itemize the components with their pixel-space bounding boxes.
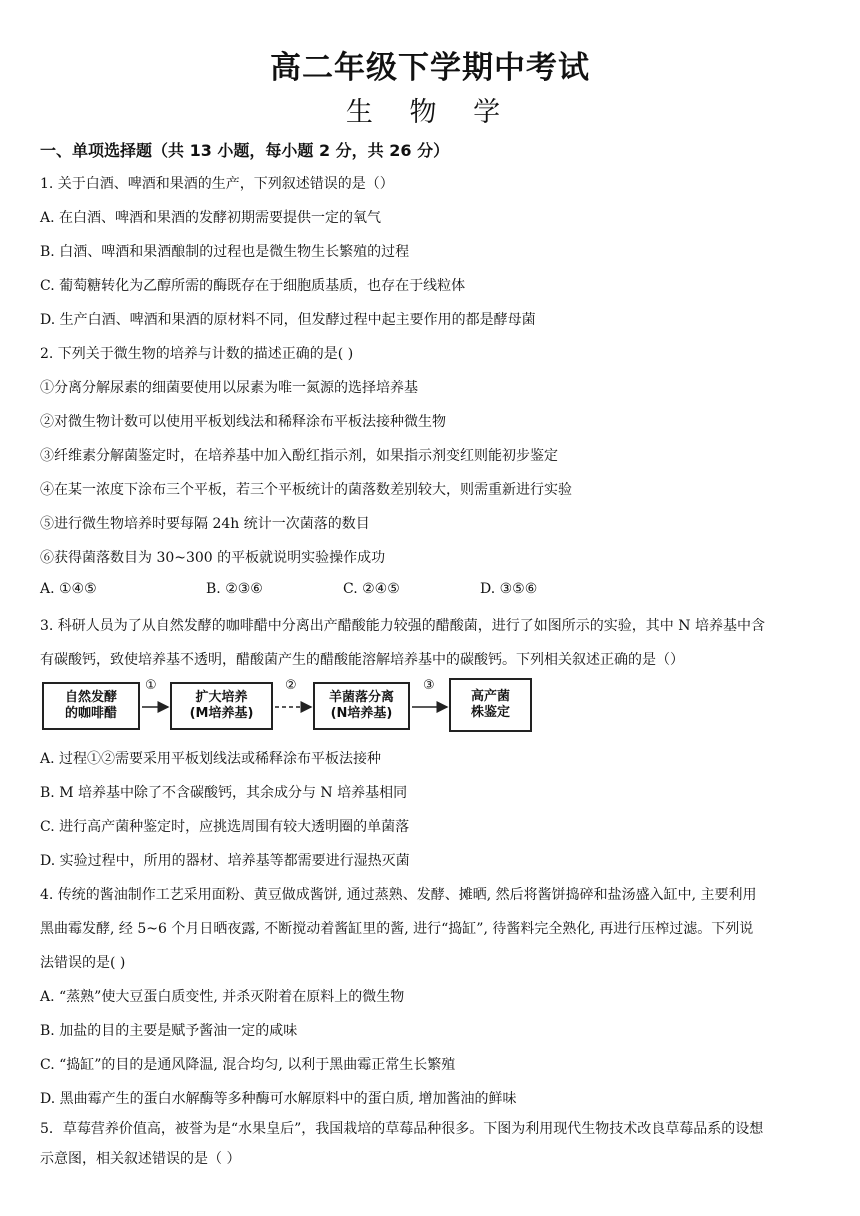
flow-step-2: ②	[285, 678, 297, 693]
section-heading: 一、单项选择题（共 13 小题，每小题 2 分，共 26 分）	[40, 141, 450, 160]
flow-box-source: 自然发酵 的咖啡醋	[42, 682, 140, 730]
q2-item: ④在某一浓度下涂布三个平板，若三个平板统计的菌落数差别较大，则需重新进行实验	[40, 482, 572, 498]
q4-option-c: C. “捣缸”的目的是通风降温, 混合均匀, 以利于黑曲霉正常生长繁殖	[40, 1057, 456, 1073]
flow-box-expand: 扩大培养 (M培养基)	[170, 682, 273, 730]
flow-step-1: ①	[145, 678, 157, 693]
flow-box-identify: 高产菌 株鉴定	[449, 678, 532, 732]
q4-stem-line1: 4. 传统的酱油制作工艺采用面粉、黄豆做成酱饼, 通过蒸熟、发酵、摊晒, 然后将酱饼捣碎和盐汤盛入缸中, 主要利用	[40, 887, 757, 903]
flow-step-3: ③	[423, 678, 435, 693]
q2-item: ⑥获得菌落数目为 30~300 的平板就说明实验操作成功	[40, 550, 386, 566]
flow-box-isolate: 羊菌落分离 (N培养基)	[313, 682, 410, 730]
q1-stem: 1. 关于白酒、啤酒和果酒的生产，下列叙述错误的是（）	[40, 176, 394, 192]
q2-option-a: A. ①④⑤	[40, 581, 97, 597]
q2-item: ②对微生物计数可以使用平板划线法和稀释涂布平板法接种微生物	[40, 414, 446, 430]
q2-option-d: D. ③⑤⑥	[480, 581, 538, 597]
q3-option-d: D. 实验过程中，所用的器材、培养基等都需要进行湿热灭菌	[40, 853, 410, 869]
q5-stem-line2: 示意图，相关叙述错误的是（ ）	[40, 1151, 241, 1167]
q1-option-c: C. 葡萄糖转化为乙醇所需的酶既存在于细胞质基质，也存在于线粒体	[40, 278, 466, 294]
q2-options	[40, 581, 830, 597]
q4-option-d: D. 黑曲霉产生的蛋白水解酶等多种酶可水解原料中的蛋白质, 增加酱油的鲜味	[40, 1091, 517, 1107]
q1-option-b: B. 白酒、啤酒和果酒酿制的过程也是微生物生长繁殖的过程	[40, 244, 410, 260]
q4-stem-line2: 黑曲霉发酵, 经 5~6 个月日晒夜露, 不断搅动着酱缸里的酱, 进行“捣缸”, 待酱料完全熟化, 再进行压榨过滤。下列说	[40, 921, 754, 937]
q2-option-c: C. ②④⑤	[343, 581, 400, 597]
q5-stem-line1: 5．草莓营养价值高，被誉为是“水果皇后”，我国栽培的草莓品种很多。下图为利用现代生物技术改良草莓品系的设想	[40, 1121, 764, 1137]
q3-stem-line2: 有碳酸钙，致使培养基不透明，醋酸菌产生的醋酸能溶解培养基中的碳酸钙。下列相关叙述正确的是（）	[40, 652, 684, 668]
q3-option-c: C. 进行高产菌种鉴定时，应挑选周围有较大透明圈的单菌落	[40, 819, 410, 835]
q2-item: ⑤进行微生物培养时要每隔 24h 统计一次菌落的数目	[40, 516, 370, 532]
q3-stem-line1: 3. 科研人员为了从自然发酵的咖啡醋中分离出产醋酸能力较强的醋酸菌，进行了如图所示的实验，其中 N 培养基中含	[40, 618, 765, 634]
q1-option-a: A. 在白酒、啤酒和果酒的发酵初期需要提供一定的氧气	[40, 210, 382, 226]
subject-title: 生 物 学	[345, 97, 515, 128]
q1-option-d: D. 生产白酒、啤酒和果酒的原材料不同，但发酵过程中起主要作用的都是酵母菌	[40, 312, 536, 328]
q3-option-b: B. M 培养基中除了不含碳酸钙，其余成分与 N 培养基相同	[40, 785, 408, 801]
q3-option-a: A. 过程①②需要采用平板划线法或稀释涂布平板法接种	[40, 751, 382, 767]
q2-option-b: B. ②③⑥	[206, 581, 263, 597]
q4-option-b: B. 加盐的目的主要是赋予酱油一定的咸味	[40, 1023, 298, 1039]
q2-item: ①分离分解尿素的细菌要使用以尿素为唯一氮源的选择培养基	[40, 380, 418, 396]
q2-stem: 2. 下列关于微生物的培养与计数的描述正确的是( )	[40, 346, 354, 362]
q2-item: ③纤维素分解菌鉴定时，在培养基中加入酚红指示剂，如果指示剂变红则能初步鉴定	[40, 448, 558, 464]
exam-title: 高二年级下学期中考试	[270, 50, 590, 86]
q4-option-a: A. “蒸熟”使大豆蛋白质变性, 并杀灭附着在原料上的微生物	[40, 989, 405, 1005]
q3-flow-diagram	[42, 676, 542, 736]
q4-stem-line3: 法错误的是( )	[40, 955, 126, 971]
